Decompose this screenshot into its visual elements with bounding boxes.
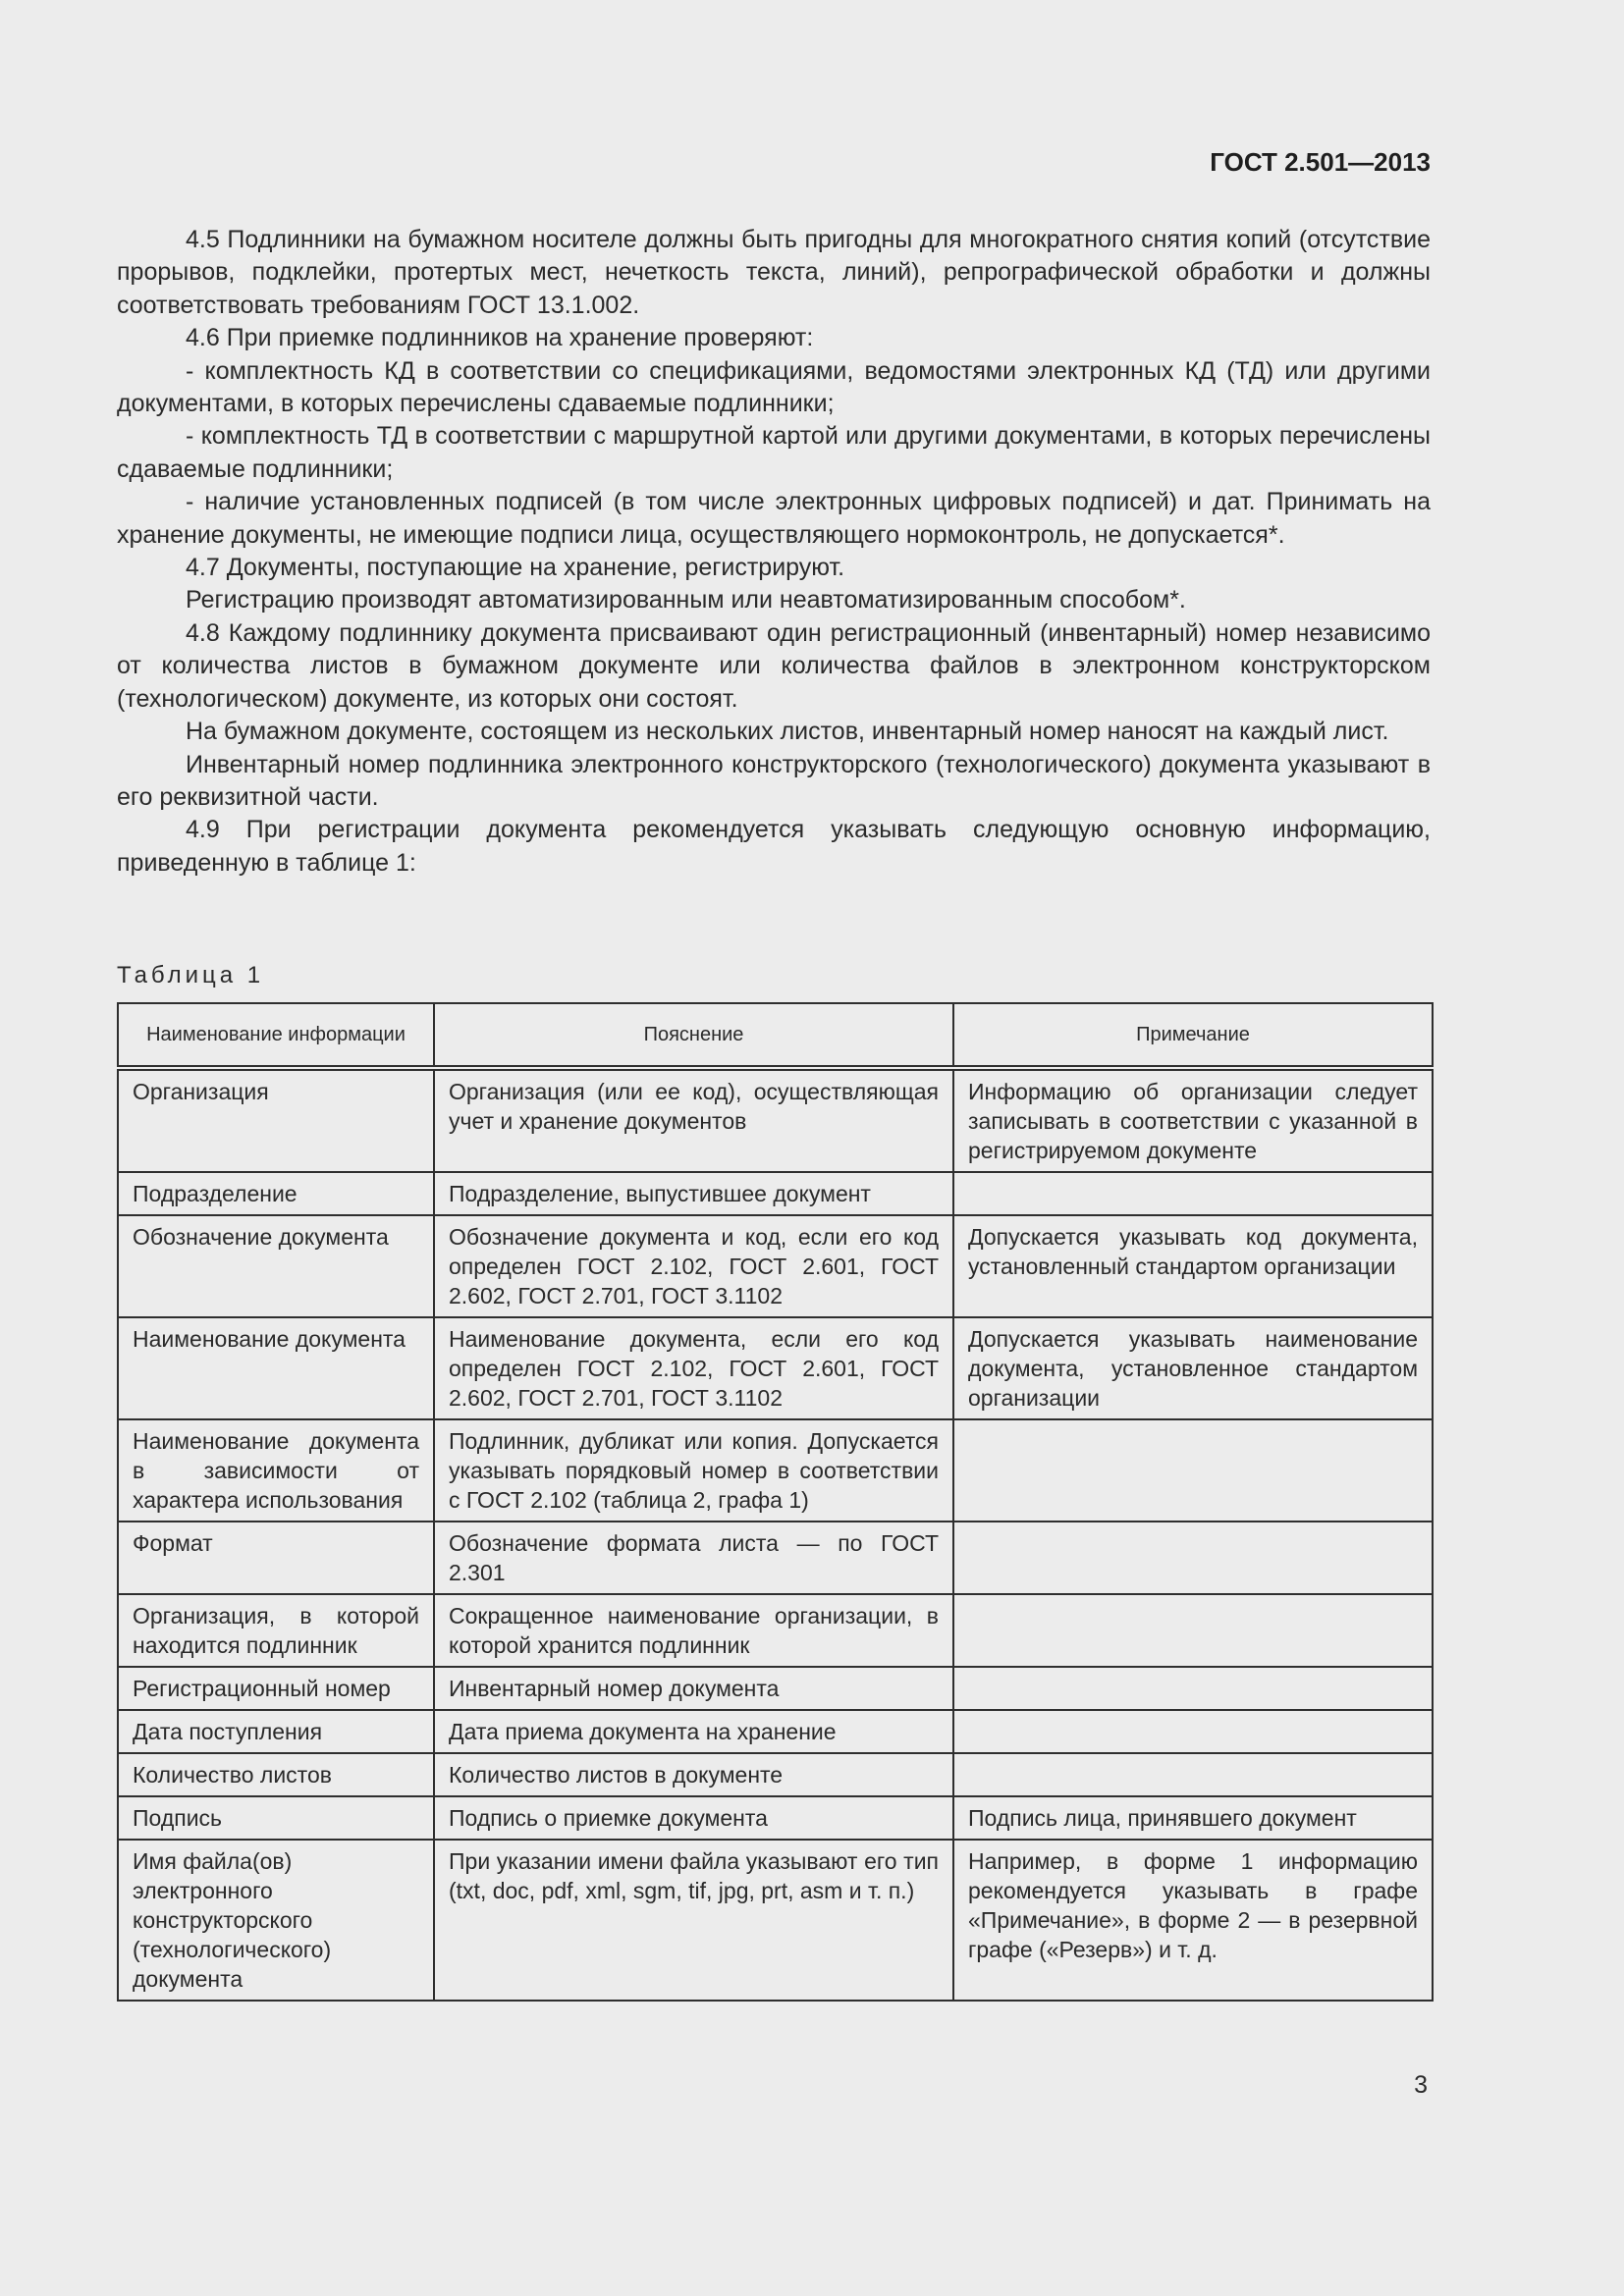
cell-explanation: Дата приема документа на хранение — [434, 1710, 953, 1753]
table-row — [118, 1215, 1433, 1317]
paragraph-paper-document: На бумажном документе, состоящем из нескольких листов, инвентарный номер наносят на каждый лист. — [186, 718, 1389, 746]
header-info-name: Наименование информации — [118, 1003, 434, 1068]
paragraph-4-5: 4.5 Подлинники на бумажном носителе должны быть пригодны для многократного снятия копий (отсутствие прорывов, подклейки, протертых мест, нечеткость текста, линий), репрографической обработки и должны соответствовать требованиям ГОСТ 13.1.002. — [117, 226, 1431, 319]
cell-info-name: Наименование документа в зависимости от характера использования — [118, 1419, 434, 1522]
cell-note — [953, 1172, 1433, 1215]
paragraph-4-6: 4.6 При приемке подлинников на хранение проверяют: — [186, 324, 814, 352]
cell-note — [953, 1753, 1433, 1796]
cell-note: Подпись лица, принявшего документ — [953, 1796, 1433, 1840]
paragraph-inventory-number: Инвентарный номер подлинника электронного конструкторского (технологического) документа указывают в его реквизитной части. — [117, 750, 1431, 811]
document-code: ГОСТ 2.501—2013 — [1210, 147, 1431, 177]
cell-info-name: Формат — [118, 1522, 434, 1594]
cell-explanation: Сокращенное наименование организации, в которой хранится подлинник — [434, 1594, 953, 1667]
cell-note: Например, в форме 1 информацию рекомендуется указывать в графе «Примечание», в форме 2 — в резервной графе («Резерв») и т. д. — [953, 1840, 1433, 2001]
cell-info-name: Наименование документа — [118, 1317, 434, 1419]
table-caption: Таблица 1 — [117, 962, 265, 988]
cell-info-name: Обозначение документа — [118, 1215, 434, 1317]
cell-explanation: Организация (или ее код), осуществляющая учет и хранение документов — [434, 1068, 953, 1172]
body-text — [117, 224, 1431, 880]
table-row — [118, 1522, 1433, 1594]
cell-note — [953, 1594, 1433, 1667]
cell-info-name: Организация, в которой находится подлинник — [118, 1594, 434, 1667]
cell-info-name: Подпись — [118, 1796, 434, 1840]
cell-info-name: Подразделение — [118, 1172, 434, 1215]
cell-explanation: Обозначение формата листа — по ГОСТ 2.301 — [434, 1522, 953, 1594]
list-item-kd: - комплектность КД в соответствии со спецификациями, ведомостями электронных КД (ТД) или другими документами, в которых перечислены сдаваемые подлинники; — [117, 356, 1431, 418]
cell-note: Информацию об организации следует записывать в соответствии с указанной в регистрируемом документе — [953, 1068, 1433, 1172]
list-item-td: - комплектность ТД в соответствии с маршрутной картой или другими документами, в которых перечислены сдаваемые подлинники; — [117, 422, 1431, 483]
registration-info-table — [117, 1002, 1434, 2002]
cell-info-name: Количество листов — [118, 1753, 434, 1796]
cell-note — [953, 1419, 1433, 1522]
header-explanation: Пояснение — [434, 1003, 953, 1068]
table-row — [118, 1753, 1433, 1796]
table-row — [118, 1172, 1433, 1215]
cell-note: Допускается указывать код документа, установленный стандартом организации — [953, 1215, 1433, 1317]
cell-note: Допускается указывать наименование документа, установленное стандартом организации — [953, 1317, 1433, 1419]
table-row — [118, 1710, 1433, 1753]
paragraph-registration: Регистрацию производят автоматизированным или неавтоматизированным способом*. — [186, 586, 1186, 614]
table-row — [118, 1594, 1433, 1667]
cell-info-name: Имя файла(ов) электронного конструкторского (технологического) документа — [118, 1840, 434, 2001]
cell-info-name: Регистрационный номер — [118, 1667, 434, 1710]
cell-note — [953, 1710, 1433, 1753]
cell-info-name: Дата поступления — [118, 1710, 434, 1753]
list-item-signatures: - наличие установленных подписей (в том числе электронных цифровых подписей) и дат. Принимать на хранение документы, не имеющие подписи лица, осуществляющего нормоконтроль, не допускается*. — [117, 488, 1431, 549]
cell-info-name: Организация — [118, 1068, 434, 1172]
cell-explanation: Обозначение документа и код, если его код определен ГОСТ 2.102, ГОСТ 2.601, ГОСТ 2.602, ГОСТ 2.701, ГОСТ 3.1102 — [434, 1215, 953, 1317]
cell-explanation: Инвентарный номер документа — [434, 1667, 953, 1710]
cell-explanation: Подпись о приемке документа — [434, 1796, 953, 1840]
cell-note — [953, 1667, 1433, 1710]
paragraph-4-9: 4.9 При регистрации документа рекомендуется указывать следующую основную информацию, приведенную в таблице 1: — [117, 816, 1431, 877]
cell-explanation: Наименование документа, если его код определен ГОСТ 2.102, ГОСТ 2.601, ГОСТ 2.602, ГОСТ 2.701, ГОСТ 3.1102 — [434, 1317, 953, 1419]
cell-explanation: Количество листов в документе — [434, 1753, 953, 1796]
paragraph-4-8: 4.8 Каждому подлиннику документа присваивают один регистрационный (инвентарный) номер независимо от количества листов в бумажном документе или количества файлов в электронном конструкторском (технологическом) документе, из которых они состоят. — [117, 618, 1431, 713]
table-row — [118, 1796, 1433, 1840]
cell-explanation: При указании имени файла указывают его тип (txt, doc, pdf, xml, sgm, tif, jpg, prt, asm и т. п.) — [434, 1840, 953, 2001]
paragraph-4-7: 4.7 Документы, поступающие на хранение, регистрируют. — [186, 554, 845, 582]
page-number: 3 — [1414, 2071, 1428, 2099]
table-row — [118, 1068, 1433, 1172]
cell-explanation: Подразделение, выпустившее документ — [434, 1172, 953, 1215]
table-row — [118, 1840, 1433, 2001]
cell-note — [953, 1522, 1433, 1594]
header-note: Примечание — [953, 1003, 1433, 1068]
table-row — [118, 1419, 1433, 1522]
table-header-row — [118, 1003, 1433, 1068]
table-row — [118, 1667, 1433, 1710]
table-row — [118, 1317, 1433, 1419]
cell-explanation: Подлинник, дубликат или копия. Допускается указывать порядковый номер в соответствии с ГОСТ 2.102 (таблица 2, графа 1) — [434, 1419, 953, 1522]
